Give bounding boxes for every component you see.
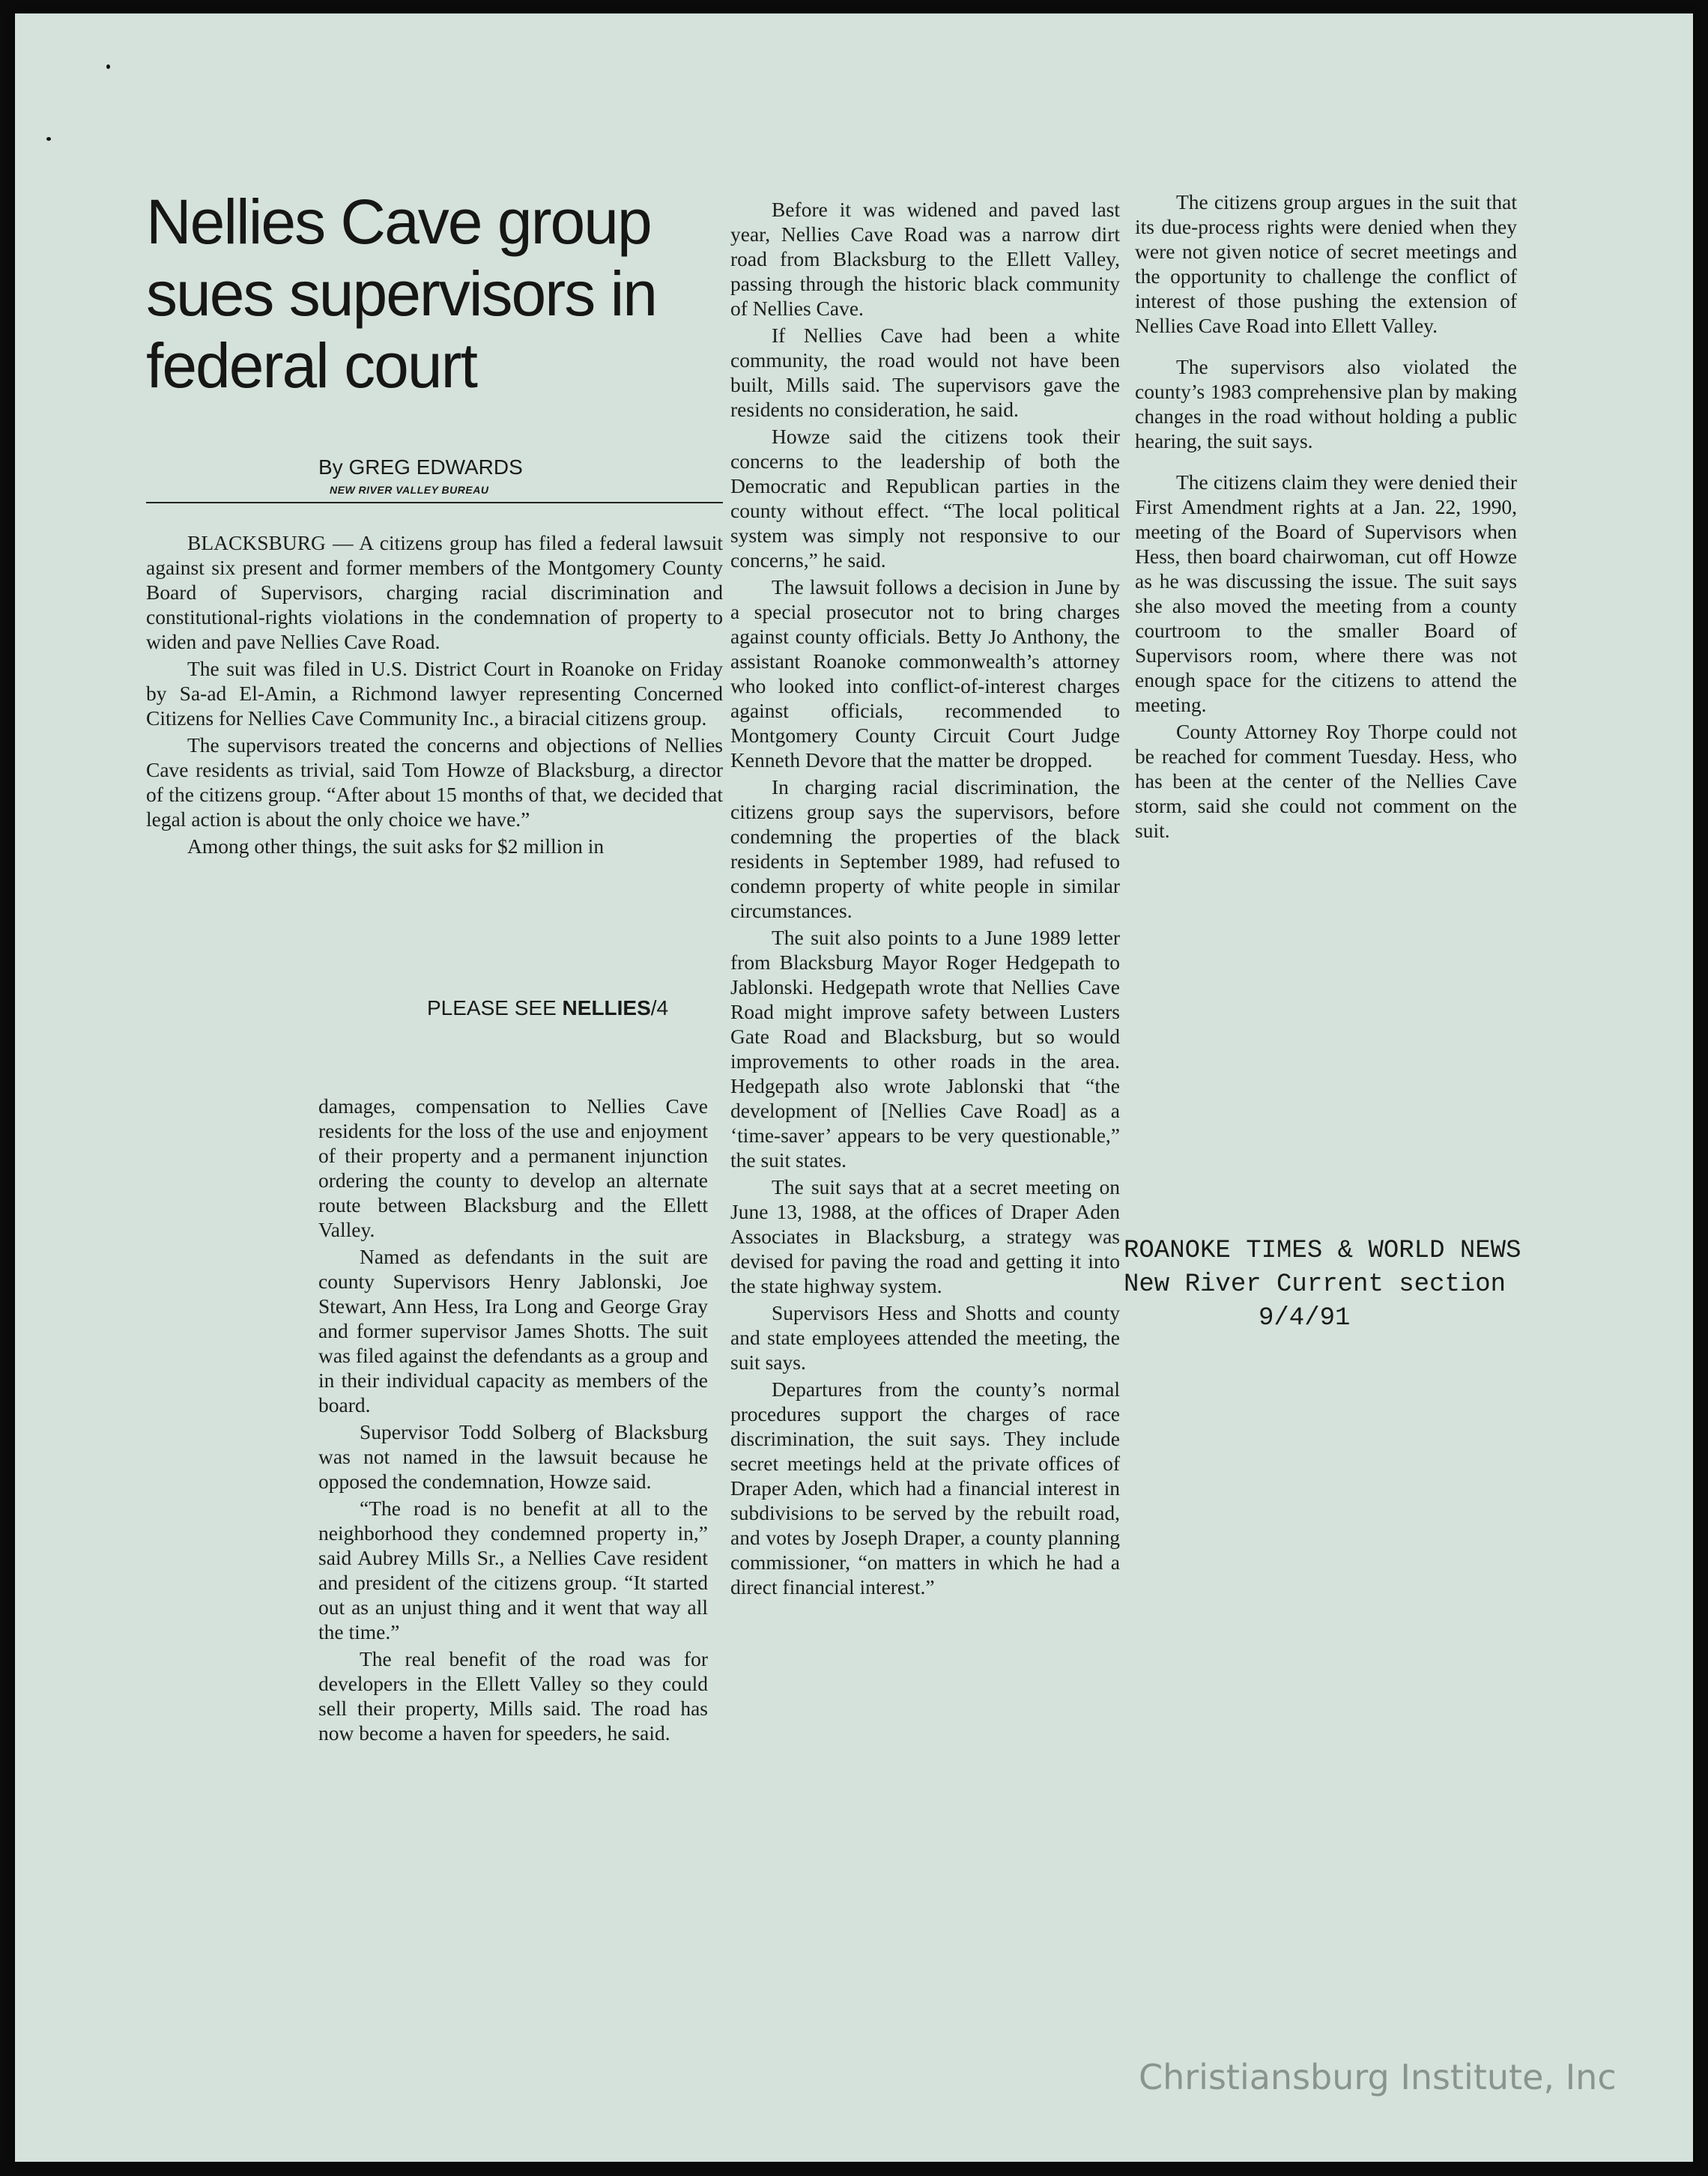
paragraph: County Attorney Roy Thorpe could not be reached for comment Tuesday. Hess, who has been at the center of the Nellies Cave storm, said she could not comment on the suit. xyxy=(1135,720,1517,842)
paragraph: “The road is no benefit at all to the neighborhood they condemned property in,” said Aubrey Mills Sr., a Nellies Cave resident and president of the citizens group. “It started out as an unjust thing and it went that way all the time.” xyxy=(318,1497,708,1643)
article-column-2 xyxy=(318,1094,708,1748)
paragraph: In charging racial discrimination, the citizens group says the supervisors, before condemning the properties of the black residents in September 1989, had refused to condemn property of white people in similar circumstances. xyxy=(730,775,1120,922)
paragraph: Among other things, the suit asks for $2 million in xyxy=(187,834,605,858)
article-column-4 xyxy=(1135,190,1517,845)
dust-speck xyxy=(46,137,51,141)
article-column-3 xyxy=(730,197,1120,1601)
paragraph: The supervisors treated the concerns and objections of Nellies Cave residents as trivial, said Tom Howze of Blacksburg, a director of the citizens group. “After about 15 months of that, we decided that legal action is about the only choice we have.” xyxy=(146,733,723,831)
jump-page: /4 xyxy=(650,996,669,1019)
article-column-1 xyxy=(146,530,723,861)
paragraph: The suit also points to a June 1989 letter from Blacksburg Mayor Roger Hedgepath to Jablonski. Hedgepath wrote that Nellies Cave Road might improve safety between Lusters Gate Road and Blacksburg, but so would improvements to other roads in the area. Hedgepath also wrote Jablonski that “the development of [Nellies Cave Road] as a ‘time-saver’ appears to be very questionable,” the suit states. xyxy=(730,926,1120,1172)
source-date: 9/4/91 xyxy=(1259,1304,1351,1333)
jump-prefix: PLEASE SEE xyxy=(427,996,563,1019)
dust-speck xyxy=(106,64,110,69)
byline: By GREG EDWARDS xyxy=(318,455,523,479)
newspaper-clipping xyxy=(15,13,1693,2162)
paragraph: Supervisors Hess and Shotts and county and state employees attended the meeting, the suit says. xyxy=(730,1301,1120,1374)
jump-line xyxy=(427,996,668,1020)
paragraph: The lawsuit follows a decision in June by a special prosecutor not to bring charges against county officials. Betty Jo Anthony, the assistant Roanoke commonwealth’s attorney who looked into conflict-of-interest charges against officials, recommended to Montgomery County Circuit Court Judge Kenneth Devore that the matter be dropped. xyxy=(730,575,1120,772)
paragraph: The citizens group argues in the suit that its due-process rights were denied when they were not given notice of secret meetings and the opportunity to challenge the conflict of interest of those pushing the extension of Nellies Cave Road into Ellett Valley. xyxy=(1135,190,1517,337)
paragraph: The supervisors also violated the county’s 1983 comprehensive plan by making changes in the road without holding a public hearing, the suit says. xyxy=(1135,355,1517,452)
paragraph: The real benefit of the road was for developers in the Ellett Valley so they could sell their property, Mills said. The road has now become a haven for speeders, he said. xyxy=(318,1647,708,1745)
paragraph: Before it was widened and paved last year, Nellies Cave Road was a narrow dirt road from Blacksburg to the Ellett Valley, passing through the historic black community of Nellies Cave. xyxy=(730,198,1120,320)
paragraph: The suit was filed in U.S. District Court in Roanoke on Friday by Sa-ad El-Amin, a Richmond lawyer representing Concerned Citizens for Nellies Cave Community Inc., a biracial citizens group. xyxy=(146,657,723,730)
paragraph: Supervisor Todd Solberg of Blacksburg was not named in the lawsuit because he opposed the condemnation, Howze said. xyxy=(318,1420,708,1493)
jump-keyword: NELLIES xyxy=(562,996,651,1019)
byline-rule xyxy=(146,502,723,503)
watermark: Christiansburg Institute, Inc xyxy=(1139,2057,1617,2097)
paragraph: If Nellies Cave had been a white community, the road would not have been built, Mills said. The supervisors gave the residents no consideration, he said. xyxy=(730,324,1120,421)
paragraph: BLACKSBURG — A citizens group has filed a federal lawsuit against six present and former members of the Montgomery County Board of Supervisors, charging racial discrimination and constitutional-rights violations in the condemnation of property to widen and pave Nellies Cave Road. xyxy=(146,531,723,653)
paragraph: The citizens claim they were denied their First Amendment rights at a Jan. 22, 1990, meeting of the Board of Supervisors when Hess, then board chairwoman, cut off Howze as he was discussing the issue. The suit says she also moved the meeting from a county courtroom to the smaller Board of Supervisors room, where there was not enough space for the citizens to attend the meeting. xyxy=(1135,470,1517,716)
paragraph: Departures from the county’s normal procedures support the charges of race discrimination, the suit says. They include secret meetings held at the private offices of Draper Aden, which had a financial interest in subdivisions to be served by the rebuilt road, and votes by Joseph Draper, a county planning commissioner, “on matters in which he had a direct financial interest.” xyxy=(730,1378,1120,1598)
source-note xyxy=(1124,1234,1588,1336)
source-section: New River Current section xyxy=(1124,1270,1506,1299)
source-publication: ROANOKE TIMES & WORLD NEWS xyxy=(1124,1237,1521,1265)
paragraph: The suit says that at a secret meeting on June 13, 1988, at the offices of Draper Aden Associates in Blacksburg, a strategy was devised for paving the road and getting it into the state highway system. xyxy=(730,1175,1120,1297)
bureau-credit: NEW RIVER VALLEY BUREAU xyxy=(330,484,489,496)
headline: Nellies Cave group sues supervisors in federal court xyxy=(146,187,656,401)
paragraph: damages, compensation to Nellies Cave residents for the loss of the use and enjoyment of their property and a permanent injunction ordering the county to develop an alternate route between Blacksburg and the Ellett Valley. xyxy=(318,1094,708,1241)
paragraph: Named as defendants in the suit are county Supervisors Henry Jablonski, Joe Stewart, Ann Hess, Ira Long and George Gray and former supervisor James Shotts. The suit was filed against the defendants as a group and in their individual capacity as members of the board. xyxy=(318,1245,708,1416)
paragraph: Howze said the citizens took their concerns to the leadership of both the Democratic and Republican parties in the county without effect. “The local political system was simply not responsive to our concerns,” he said. xyxy=(730,425,1120,572)
